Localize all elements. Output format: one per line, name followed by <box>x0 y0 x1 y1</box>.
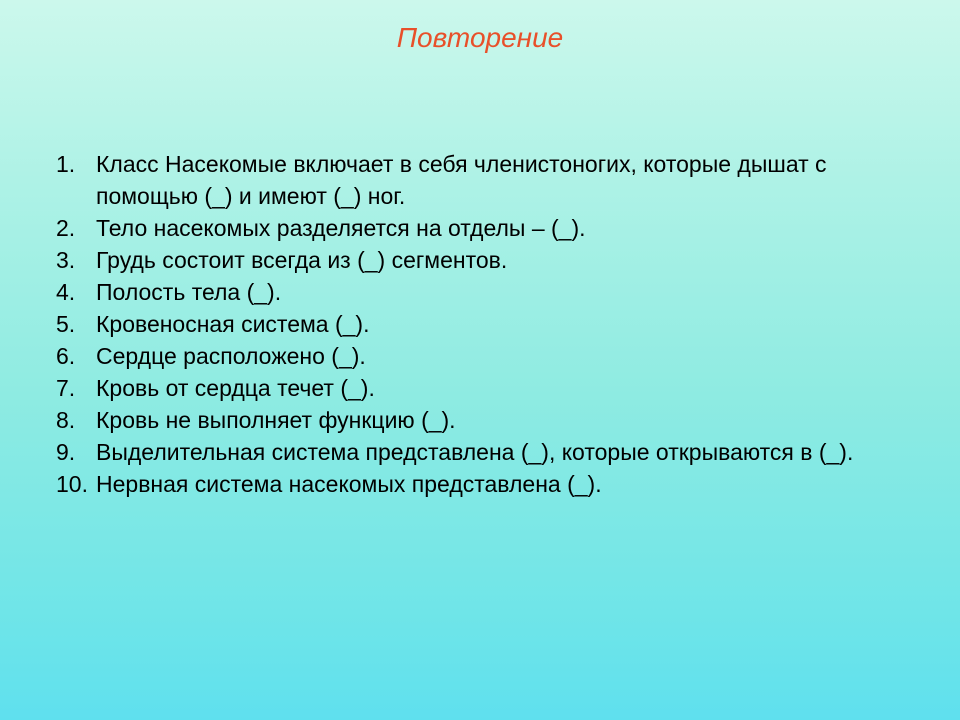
question-number: 9. <box>56 439 76 465</box>
slide-title: Повторение <box>396 22 564 53</box>
question-item-9 <box>56 436 926 468</box>
question-number: 4. <box>56 279 76 305</box>
question-number: 1. <box>56 151 76 177</box>
question-text: Выделительная система представлена (_), которые открываются в (_). <box>96 439 854 465</box>
question-text: Грудь состоит всегда из (_) сегментов. <box>96 247 508 273</box>
question-item-7 <box>56 372 926 404</box>
question-item-2 <box>56 212 926 244</box>
question-number: 6. <box>56 343 76 369</box>
question-number: 5. <box>56 311 76 337</box>
question-text: Сердце расположено (_). <box>96 343 366 369</box>
question-item-6 <box>56 340 926 372</box>
question-list <box>56 148 926 500</box>
question-number: 10. <box>56 471 88 497</box>
question-text: Кровь не выполняет функцию (_). <box>96 407 456 433</box>
question-text: Тело насекомых разделяется на отделы – (_). <box>96 215 586 241</box>
question-item-1 <box>56 148 926 212</box>
question-text: Кровеносная система (_). <box>96 311 370 337</box>
question-text: Класс Насекомые включает в себя членистоногих, которые дышат с помощью (_) и имеют (_) ног. <box>96 151 827 209</box>
question-number: 8. <box>56 407 76 433</box>
question-number: 2. <box>56 215 76 241</box>
question-number: 7. <box>56 375 76 401</box>
question-item-8 <box>56 404 926 436</box>
question-number: 3. <box>56 247 76 273</box>
question-item-3 <box>56 244 926 276</box>
question-text: Полость тела (_). <box>96 279 282 305</box>
question-item-5 <box>56 308 926 340</box>
question-item-4 <box>56 276 926 308</box>
question-text: Кровь от сердца течет (_). <box>96 375 375 401</box>
question-text: Нервная система насекомых представлена (_). <box>96 471 602 497</box>
question-item-10 <box>56 468 926 500</box>
